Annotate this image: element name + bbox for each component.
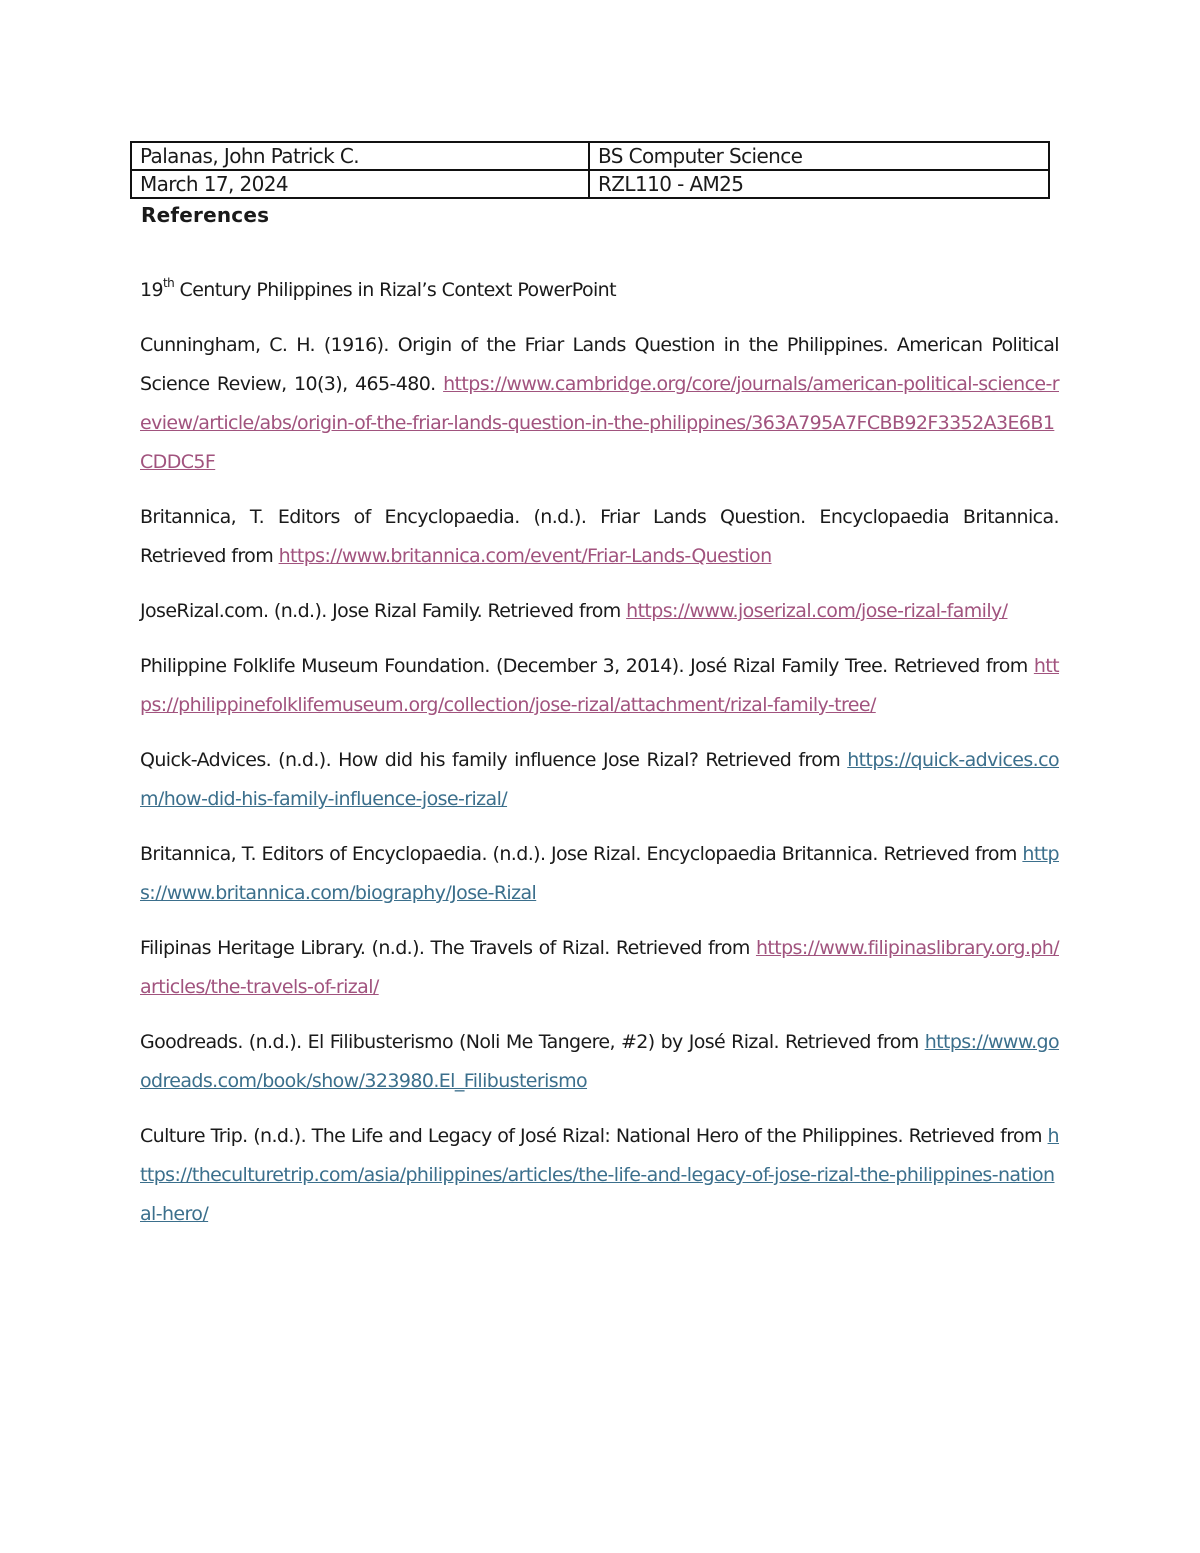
reference-entry (140, 1117, 1059, 1234)
reference-link[interactable]: https://theculturetrip.com/asia/philippines/articles/the-life-and-legacy-of-jose-rizal-the-philippines-national-hero/ (140, 1125, 1059, 1225)
reference-link[interactable]: https://www.britannica.com/event/Friar-Lands-Question (278, 545, 772, 567)
reference-entry (140, 929, 1059, 1007)
reference-link[interactable]: https://quick-advices.com/how-did-his-family-influence-jose-rizal/ (140, 749, 1059, 810)
reference-entry (140, 326, 1059, 482)
reference-text: Cunningham, C. H. (1916). Origin of the Friar Lands Question in the Philippines. American Political Science Review, 10(3), 465-480. (140, 334, 1059, 395)
reference-link[interactable]: https://philippinefolklifemuseum.org/collection/jose-rizal/attachment/rizal-family-tree/ (140, 655, 1059, 716)
reference-text: Quick-Advices. (n.d.). How did his family influence Jose Rizal? Retrieved from (140, 749, 848, 771)
reference-text: Britannica, T. Editors of Encyclopaedia. (n.d.). Jose Rizal. Encyclopaedia Britannica. Retrieved from (140, 843, 1023, 865)
student-program: BS Computer Science (589, 142, 1049, 170)
reference-link[interactable]: https://www.britannica.com/biography/Jose-Rizal (140, 843, 1059, 904)
reference-text: Goodreads. (n.d.). El Filibusterismo (Noli Me Tangere, #2) by José Rizal. Retrieved from (140, 1031, 925, 1053)
reference-text: Philippine Folklife Museum Foundation. (December 3, 2014). José Rizal Family Tree. Retrieved from (140, 655, 1034, 677)
reference-text: Britannica, T. Editors of Encyclopaedia. (n.d.). Friar Lands Question. Encyclopaedia Britannica. Retrieved from (140, 506, 1059, 567)
submission-date: March 17, 2024 (131, 170, 589, 198)
reference-link[interactable]: https://www.joserizal.com/jose-rizal-family/ (626, 600, 1008, 622)
reference-link[interactable]: https://www.cambridge.org/core/journals/american-political-science-review/article/abs/origin-of-the-friar-lands-question-in-the-philippines/363A795A7FCBB92F3352A3E6B1CDDC5F (140, 373, 1059, 473)
header-row (131, 170, 1049, 198)
reference-entry (140, 741, 1059, 819)
student-name: Palanas, John Patrick C. (131, 142, 589, 170)
reference-text: Filipinas Heritage Library. (n.d.). The Travels of Rizal. Retrieved from (140, 937, 756, 959)
references-heading: References (141, 203, 270, 227)
reference-entry (140, 1023, 1059, 1101)
reference-entries (140, 326, 1059, 1234)
reference-entry (140, 592, 1059, 631)
reference-text: JoseRizal.com. (n.d.). Jose Rizal Family. Retrieved from (140, 600, 627, 622)
reference-list (140, 271, 1059, 1250)
reference-text: Culture Trip. (n.d.). The Life and Legacy of José Rizal: National Hero of the Philippines. Retrieved from (140, 1125, 1048, 1147)
reference-entry (140, 271, 1059, 310)
reference-entry (140, 835, 1059, 913)
header-row (131, 142, 1049, 170)
header-table (130, 141, 1050, 199)
reference-text: Century Philippines in Rizal’s Context PowerPoint (174, 279, 616, 301)
reference-entry (140, 498, 1059, 576)
reference-entry (140, 647, 1059, 725)
course-code: RZL110 - AM25 (589, 170, 1049, 198)
reference-text-number: 19 (140, 279, 163, 301)
reference-link[interactable]: https://www.filipinaslibrary.org.ph/articles/the-travels-of-rizal/ (140, 937, 1059, 998)
reference-link[interactable]: https://www.goodreads.com/book/show/323980.El_Filibusterismo (140, 1031, 1059, 1092)
reference-text-superscript: th (162, 275, 175, 290)
